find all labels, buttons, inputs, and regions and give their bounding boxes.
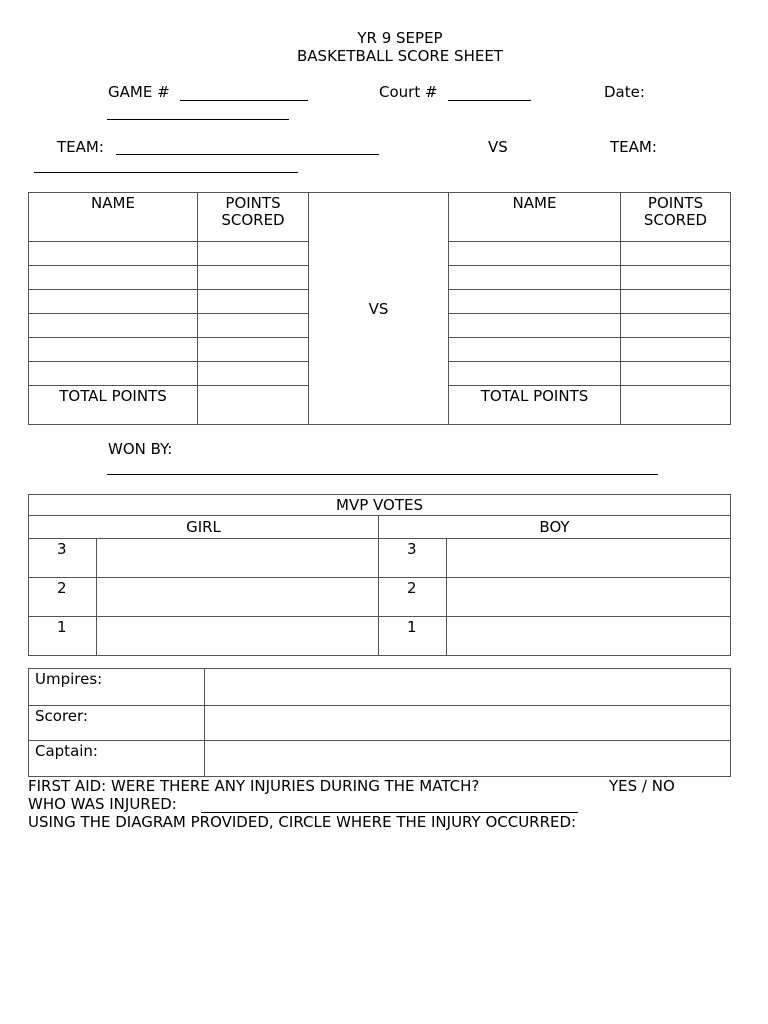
date-label: Date: — [604, 83, 645, 101]
court-number-field[interactable] — [448, 100, 531, 101]
umpires-field[interactable] — [205, 669, 731, 706]
team1-points-header — [198, 193, 309, 242]
scorer-field[interactable] — [205, 706, 731, 741]
player-points-cell[interactable] — [621, 242, 731, 266]
player-name-cell[interactable] — [29, 338, 198, 362]
player-points-cell[interactable] — [621, 338, 731, 362]
player-points-cell[interactable] — [621, 314, 731, 338]
player-points-cell[interactable] — [621, 290, 731, 314]
player-points-cell[interactable] — [198, 290, 309, 314]
mvp-votes-table — [28, 494, 731, 656]
team2-field[interactable] — [34, 172, 298, 173]
score-table — [28, 192, 731, 425]
court-number-label: Court # — [379, 83, 438, 101]
officials-table — [28, 668, 731, 777]
mvp-rank: 1 — [379, 617, 447, 656]
player-points-cell[interactable] — [621, 362, 731, 386]
player-name-cell[interactable] — [449, 362, 621, 386]
team1-field[interactable] — [116, 154, 379, 155]
team2-name-header: NAME — [449, 193, 621, 242]
who-injured-label: WHO WAS INJURED: — [28, 795, 177, 813]
player-name-cell[interactable] — [29, 362, 198, 386]
mvp-boy-vote-cell[interactable] — [447, 539, 731, 578]
player-points-cell[interactable] — [198, 266, 309, 290]
team2-total-points-cell[interactable] — [621, 386, 731, 425]
mvp-rank: 3 — [29, 539, 97, 578]
first-aid-question: FIRST AID: WERE THERE ANY INJURIES DURING THE MATCH? — [28, 777, 480, 795]
umpires-label: Umpires: — [29, 669, 205, 706]
player-points-cell[interactable] — [198, 242, 309, 266]
team1-name-header: NAME — [29, 193, 198, 242]
player-points-cell[interactable] — [621, 266, 731, 290]
mvp-boy-vote-cell[interactable] — [447, 578, 731, 617]
game-number-field[interactable] — [180, 100, 308, 101]
team2-total-label: TOTAL POINTS — [449, 386, 621, 425]
points-header-line2: SCORED — [221, 211, 285, 229]
player-name-cell[interactable] — [29, 266, 198, 290]
date-field[interactable] — [107, 119, 289, 120]
team2-label: TEAM: — [610, 138, 657, 156]
captain-label: Captain: — [29, 741, 205, 777]
team2-points-header — [621, 193, 731, 242]
player-name-cell[interactable] — [29, 314, 198, 338]
sheet-subtitle: YR 9 SEPEP — [357, 29, 443, 47]
mvp-rank: 2 — [379, 578, 447, 617]
mvp-rank: 2 — [29, 578, 97, 617]
player-name-cell[interactable] — [449, 242, 621, 266]
mvp-girl-header: GIRL — [29, 516, 379, 539]
captain-field[interactable] — [205, 741, 731, 777]
team1-total-label: TOTAL POINTS — [29, 386, 198, 425]
points-header-line2: SCORED — [643, 211, 708, 229]
player-name-cell[interactable] — [449, 314, 621, 338]
teams-vs-label: VS — [488, 138, 508, 156]
player-name-cell[interactable] — [449, 266, 621, 290]
score-vs-label: VS — [368, 299, 389, 318]
mvp-boy-vote-cell[interactable] — [447, 617, 731, 656]
mvp-girl-vote-cell[interactable] — [97, 539, 379, 578]
mvp-girl-vote-cell[interactable] — [97, 578, 379, 617]
injury-yes-no[interactable]: YES / NO — [609, 777, 675, 795]
points-header-line1: POINTS — [225, 194, 281, 212]
player-name-cell[interactable] — [449, 338, 621, 362]
game-number-label: GAME # — [108, 83, 170, 101]
player-points-cell[interactable] — [198, 338, 309, 362]
scorer-label: Scorer: — [29, 706, 205, 741]
points-header-line1: POINTS — [647, 194, 704, 212]
player-points-cell[interactable] — [198, 362, 309, 386]
player-name-cell[interactable] — [29, 290, 198, 314]
score-vs-cell — [309, 193, 449, 425]
diagram-instruction: USING THE DIAGRAM PROVIDED, CIRCLE WHERE THE INJURY OCCURRED: — [28, 813, 577, 831]
player-name-cell[interactable] — [449, 290, 621, 314]
mvp-rank: 3 — [379, 539, 447, 578]
mvp-boy-header: BOY — [379, 516, 731, 539]
player-points-cell[interactable] — [198, 314, 309, 338]
mvp-rank: 1 — [29, 617, 97, 656]
mvp-title: MVP VOTES — [29, 495, 731, 516]
won-by-label: WON BY: — [108, 440, 173, 458]
player-name-cell[interactable] — [29, 242, 198, 266]
team1-label: TEAM: — [57, 138, 104, 156]
mvp-girl-vote-cell[interactable] — [97, 617, 379, 656]
team1-total-points-cell[interactable] — [198, 386, 309, 425]
won-by-field[interactable] — [107, 474, 658, 475]
sheet-title: BASKETBALL SCORE SHEET — [297, 47, 503, 65]
